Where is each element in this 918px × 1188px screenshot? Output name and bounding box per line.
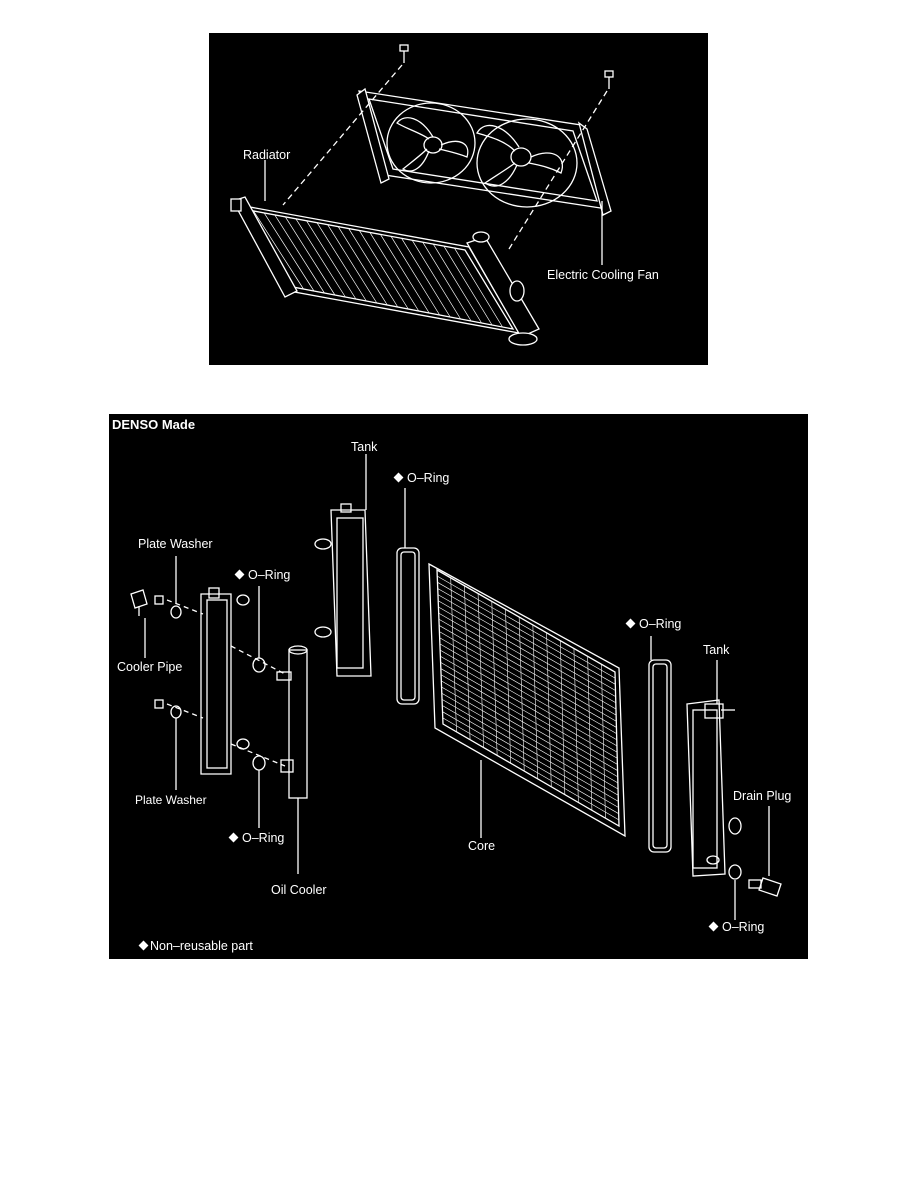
cooler-pipe-label: Cooler Pipe — [117, 660, 183, 674]
oil-cooler — [277, 646, 307, 798]
radiator-label: Radiator — [243, 148, 291, 162]
panel-header: DENSO Made — [112, 417, 196, 432]
o-ring-label-drain: O–Ring — [710, 921, 764, 934]
o-ring-label-upper: O–Ring — [395, 472, 449, 485]
radiator-fan-drawing — [209, 33, 708, 365]
plate-washer-label-lower: Plate Washer — [135, 793, 207, 807]
tank-right — [687, 700, 741, 876]
drain-plug-label: Drain Plug — [733, 789, 792, 803]
tank-label-right: Tank — [703, 643, 730, 657]
cooler-pipe — [131, 590, 163, 708]
non-reusable-marker — [709, 922, 719, 932]
o-ring-right-gasket-inner — [653, 664, 667, 848]
bolt-left — [400, 45, 408, 63]
denso-radiator-exploded-diagram — [109, 414, 808, 959]
core-label: Core — [468, 839, 496, 853]
left-tank-oil-cooler-side — [201, 588, 249, 774]
electric-cooling-fan-label: Electric Cooling Fan — [547, 268, 659, 282]
non-reusable-marker — [139, 941, 149, 951]
oil-cooler-label: Oil Cooler — [271, 883, 327, 897]
non-reusable-marker — [394, 473, 404, 483]
tank-label-upper: Tank — [351, 440, 378, 454]
o-ring-label-left-upper: O–Ring — [236, 569, 290, 582]
tank-upper — [315, 504, 371, 676]
non-reusable-marker — [235, 570, 245, 580]
non-reusable-marker — [229, 833, 239, 843]
fan-shroud — [357, 89, 611, 215]
legend-non-reusable: Non–reusable part — [140, 940, 253, 953]
o-ring-label-right: O–Ring — [627, 618, 681, 631]
non-reusable-marker — [626, 619, 636, 629]
bolt-right — [605, 71, 613, 89]
o-ring-right-gasket — [649, 660, 671, 852]
plate-washer-label-upper: Plate Washer — [138, 537, 213, 551]
drain-plug — [749, 878, 781, 896]
radiator-fan-diagram — [209, 33, 708, 365]
o-ring-drain — [729, 865, 741, 879]
o-ring-left-lower — [253, 756, 265, 770]
exploded-drawing — [109, 414, 808, 959]
o-ring-upper-gasket — [397, 548, 419, 704]
o-ring-upper-gasket-inner — [401, 552, 415, 700]
o-ring-label-left-lower: O–Ring — [230, 832, 284, 845]
